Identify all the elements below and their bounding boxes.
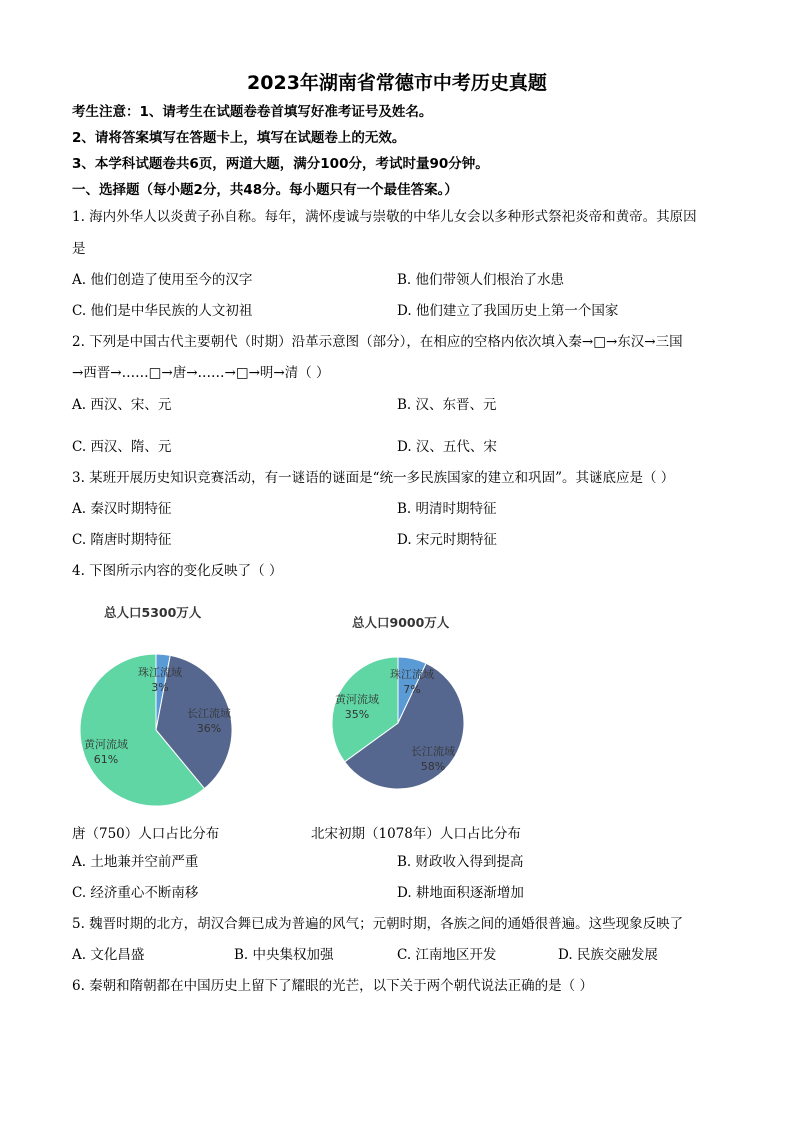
pie-percent-label: 58% <box>420 760 446 773</box>
notice-line-3: 3、本学科试题卷共6页，两道大题，满分100分，考试时量90分钟。 <box>72 156 489 172</box>
chart-left-title: 总人口5300万人 <box>104 605 202 620</box>
q3-option-b: B. 明清时期特征 <box>397 501 497 517</box>
q4-option-c: C. 经济重心不断南移 <box>72 885 199 901</box>
pie-chart-song <box>320 648 480 798</box>
q2-option-c: C. 西汉、隋、元 <box>72 439 172 455</box>
q1-option-b: B. 他们带领人们根治了水患 <box>397 272 565 288</box>
pie-percent-label: 36% <box>196 722 222 735</box>
pie-category-label: 黄河流域 <box>335 693 379 706</box>
q1-option-c: C. 他们是中华民族的人文初祖 <box>72 303 253 319</box>
pie-percent-label: 61% <box>93 753 119 766</box>
q2-option-b: B. 汉、东晋、元 <box>397 397 497 413</box>
q1-stem-cont: 是 <box>72 241 86 257</box>
q5-stem: 5. 魏晋时期的北方，胡汉合舞已成为普遍的风气；元朝时期，各族之间的通婚很普遍。这些现象反映了 <box>72 916 684 932</box>
q1-option-d: D. 他们建立了我国历史上第一个国家 <box>397 303 619 319</box>
q4-option-a: A. 土地兼并空前严重 <box>72 854 199 870</box>
q3-stem: 3. 某班开展历史知识竞赛活动，有一谜语的谜面是“统一多民族国家的建立和巩固”。其谜底应是（ ） <box>72 470 675 486</box>
chart-right-caption: 北宋初期（1078年）人口占比分布 <box>311 826 521 842</box>
page-title: 2023年湖南省常德市中考历史真题 <box>247 72 547 94</box>
q3-option-c: C. 隋唐时期特征 <box>72 532 172 548</box>
q2-stem: 2. 下列是中国古代主要朝代（时期）沿革示意图（部分），在相应的空格内依次填入秦→□→东汉→三国 <box>72 334 683 350</box>
notice-line-2: 2、请将答案填写在答题卡上，填写在试题卷上的无效。 <box>72 130 406 146</box>
pie-chart-tang <box>60 640 260 820</box>
pie-category-label: 珠江流域 <box>138 666 182 679</box>
q5-option-c: C. 江南地区开发 <box>397 947 497 963</box>
q5-option-a: A. 文化昌盛 <box>72 947 145 963</box>
q2-stem-cont: →西晋→……□→唐→……→□→明→清（ ） <box>72 365 330 381</box>
q1-option-a: A. 他们创造了使用至今的汉字 <box>72 272 253 288</box>
pie-category-label: 珠江流域 <box>390 668 434 681</box>
pie-category-label: 黄河流域 <box>84 738 128 751</box>
section-heading: 一、选择题（每小题2分，共48分。每小题只有一个最佳答案。） <box>72 182 458 198</box>
q2-option-d: D. 汉、五代、宋 <box>397 439 497 455</box>
pie-percent-label: 7% <box>403 683 421 696</box>
q4-stem: 4. 下图所示内容的变化反映了（ ） <box>72 563 283 579</box>
q5-option-d: D. 民族交融发展 <box>558 947 658 963</box>
q3-option-d: D. 宋元时期特征 <box>397 532 497 548</box>
q1-stem: 1. 海内外华人以炎黄子孙自称。每年，满怀虔诚与崇敬的中华儿女会以多种形式祭祀炎帝和黄帝。其原因 <box>72 209 697 225</box>
pie-percent-label: 3% <box>151 681 169 694</box>
q4-option-d: D. 耕地面积逐渐增加 <box>397 885 524 901</box>
pie-category-label: 长江流域 <box>187 707 231 720</box>
q2-option-a: A. 西汉、宋、元 <box>72 397 172 413</box>
q3-option-a: A. 秦汉时期特征 <box>72 501 172 517</box>
pie-category-label: 长江流域 <box>411 745 455 758</box>
chart-left-caption: 唐（750）人口占比分布 <box>72 826 220 842</box>
q6-stem: 6. 秦朝和隋朝都在中国历史上留下了耀眼的光芒，以下关于两个朝代说法正确的是（ ） <box>72 978 593 994</box>
notice-line-1: 考生注意：1、请考生在试题卷卷首填写好准考证号及姓名。 <box>72 104 433 120</box>
q5-option-b: B. 中央集权加强 <box>234 947 334 963</box>
pie-percent-label: 35% <box>344 708 370 721</box>
q4-option-b: B. 财政收入得到提高 <box>397 854 524 870</box>
chart-right-title: 总人口9000万人 <box>352 615 450 630</box>
